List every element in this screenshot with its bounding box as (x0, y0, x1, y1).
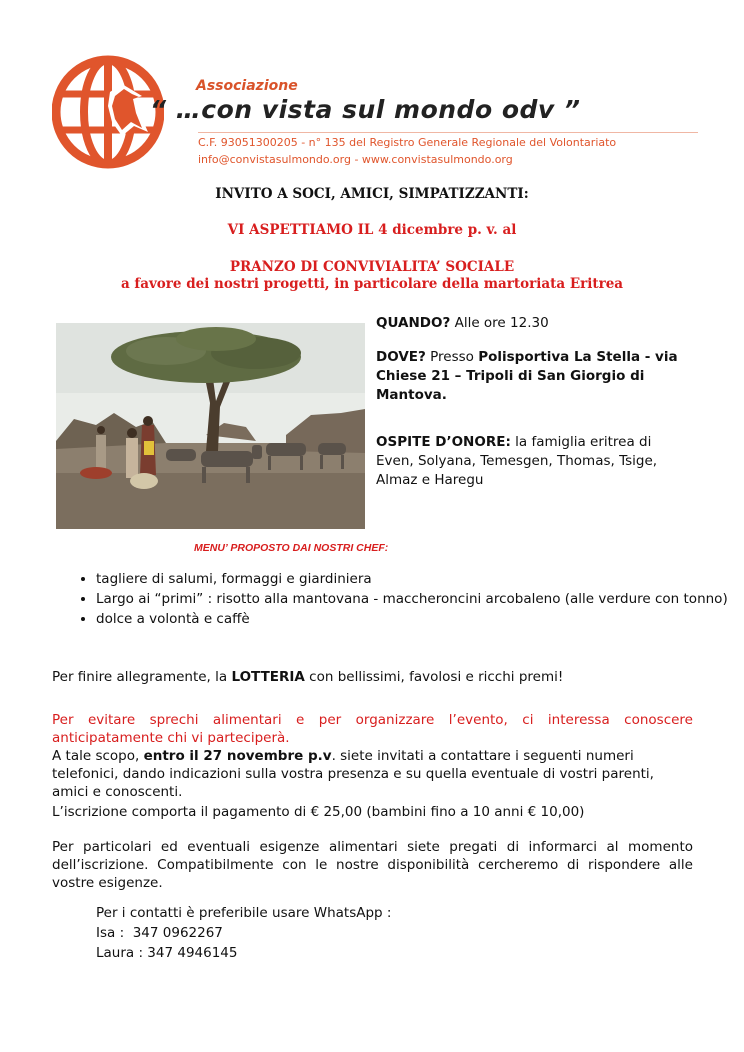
when-value: Alle ore 12.30 (450, 315, 549, 331)
where-value: Polisportiva La Stella - via Chiese 21 – Tripoli di San Giorgio di Mantova. (376, 349, 678, 403)
registration-fee: L’iscrizione comporta il pagamento di € 25,00 (bambini fino a 10 anni € 10,00) (52, 804, 585, 820)
lottery-highlight: LOTTERIA (231, 669, 305, 685)
lottery-prefix: Per finire allegramente, la (52, 669, 232, 685)
contact-line: info@convistasulmondo.org - www.convistasulmondo.org (198, 153, 513, 166)
event-subtitle: a favore dei nostri progetti, in particolare della martoriata Eritrea (120, 276, 624, 292)
event-title: PRANZO DI CONVIVIALITA’ SOCIALE (229, 259, 515, 275)
association-label: Associazione (196, 78, 298, 94)
when-line (376, 314, 706, 333)
contact-laura: Laura : 347 4946145 (96, 945, 238, 961)
eritrea-village-photo (56, 323, 365, 529)
contacts-intro: Per i contatti è preferibile usare WhatsApp : (96, 905, 392, 921)
invite-heading: INVITO A SOCI, AMICI, SIMPATIZZANTI: (215, 186, 529, 202)
registration-scope (52, 747, 670, 801)
where-line (376, 348, 706, 405)
guest-label: OSPITE D’ONORE: (376, 434, 511, 450)
contacts-block (96, 903, 391, 963)
menu-title: MENU’ PROPOSTO DAI NOSTRI CHEF: (194, 542, 389, 554)
guest-line (376, 433, 682, 490)
contact-isa: Isa : 347 0962267 (96, 925, 223, 941)
registry-line: C.F. 93051300205 - n° 135 del Registro Generale Regionale del Volontariato (198, 136, 617, 149)
menu-item: • Largo ai “primi” : risotto alla mantovana - maccheroncini arcobaleno (alle verdure con tonno) (96, 590, 736, 609)
guest-value: la famiglia eritrea di Even, Solyana, Temesgen, Thomas, Tsige, Almaz e Haregu (376, 434, 658, 488)
menu-list (70, 570, 736, 630)
dietary-note: Per particolari ed eventuali esigenze alimentari siete pregati di informarci al momento dell’iscrizione. Compatibilmente con le nostre disponibilità cercheremo di rispondere alle vostre esigenze. (52, 839, 693, 891)
where-prefix: Presso (425, 349, 479, 365)
organization-name: “ …con vista sul mondo odv ” (150, 95, 581, 124)
scope-prefix: A tale scopo, (52, 748, 144, 764)
menu-item: • tagliere di salumi, formaggi e giardiniera (96, 570, 736, 589)
menu-item: • dolce a volontà e caffè (96, 610, 736, 629)
date-line: VI ASPETTIAMO IL 4 dicembre p. v. al (227, 222, 517, 238)
globe-bird-logo-icon (52, 52, 164, 170)
scope-deadline: entro il 27 novembre p.v (143, 748, 332, 764)
lottery-line (52, 668, 693, 686)
header-divider (198, 132, 698, 133)
scope-suffix: . siete invitati a contattare i seguenti numeri telefonici, dando indicazioni sulla vostra presenza e su quella eventuale di vostri parenti, amici e conoscenti. (52, 748, 654, 800)
when-label: QUANDO? (376, 315, 451, 331)
registration-notice: Per evitare sprechi alimentari e per organizzare l’evento, ci interessa conoscere anticipatamente chi vi parteciperà. (52, 712, 693, 746)
where-label: DOVE? (376, 349, 426, 365)
lottery-suffix: con bellissimi, favolosi e ricchi premi! (304, 669, 564, 685)
